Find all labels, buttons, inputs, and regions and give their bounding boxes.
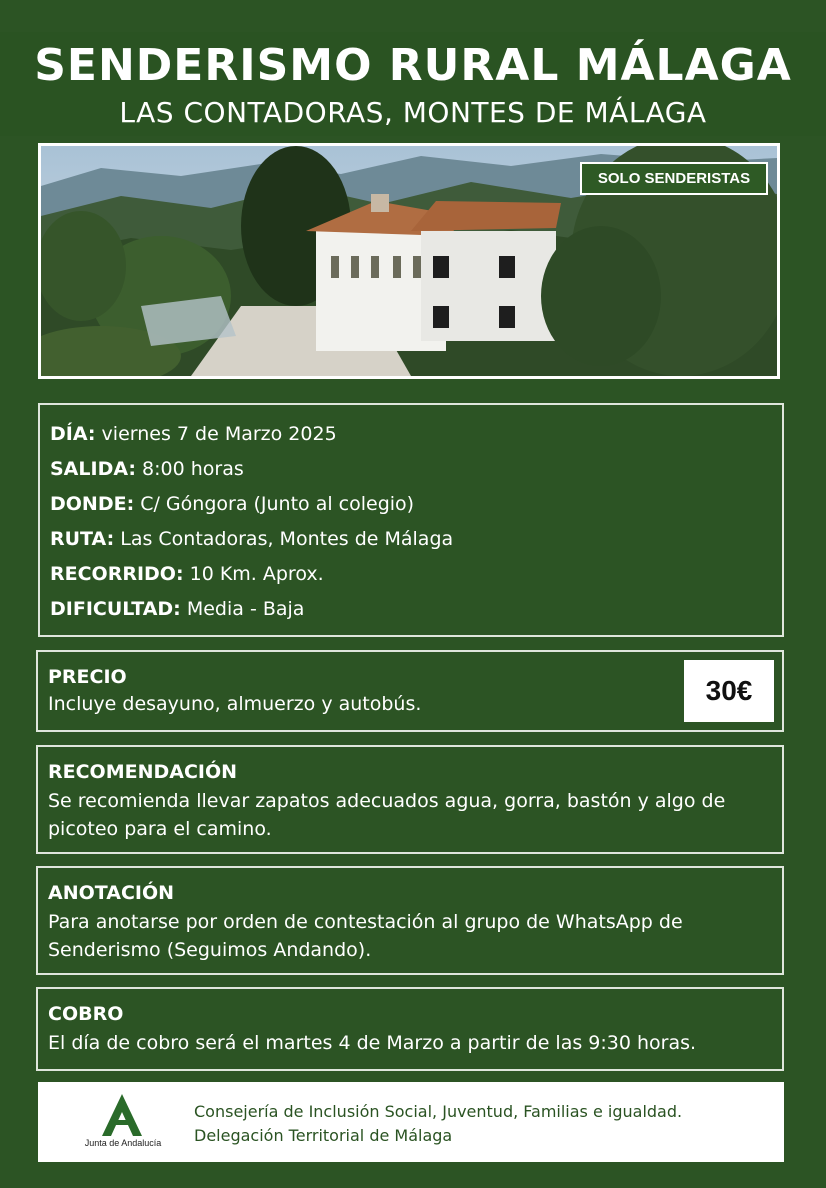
logo-caption: Junta de Andalucía [84, 1138, 162, 1148]
recomendacion-box [36, 745, 784, 854]
anotacion-text: Para anotarse por orden de contestación al grupo de WhatsApp de Senderismo (Seguimos Andando). [48, 911, 683, 961]
recomendacion-text: Se recomienda llevar zapatos adecuados agua, gorra, bastón y algo de picoteo para el camino. [48, 790, 726, 840]
detail-salida: SALIDA: 8:00 horas [50, 458, 244, 480]
cobro-text: El día de cobro será el martes 4 de Marzo a partir de las 9:30 horas. [48, 1032, 697, 1054]
anotacion-title: ANOTACIÓN [48, 882, 175, 904]
detail-ruta: RUTA: Las Contadoras, Montes de Málaga [50, 528, 454, 550]
page-subtitle: LAS CONTADORAS, MONTES DE MÁLAGA [119, 96, 707, 129]
header [0, 32, 826, 136]
footer-delegacion: Delegación Territorial de Málaga [194, 1126, 453, 1145]
detail-recorrido: RECORRIDO: 10 Km. Aprox. [50, 563, 324, 585]
price-tag: 30€ [684, 660, 774, 722]
footer-consejeria: Consejería de Inclusión Social, Juventud, Familias e igualdad. [194, 1102, 683, 1121]
precio-box [36, 650, 784, 732]
cobro-box [36, 987, 784, 1071]
event-details-box [38, 403, 784, 637]
cobro-title: COBRO [48, 1003, 124, 1025]
junta-andalucia-logo-icon [102, 1094, 142, 1136]
page-title: SENDERISMO RURAL MÁLAGA [34, 40, 792, 91]
anotacion-box [36, 866, 784, 975]
detail-dia: DÍA: viernes 7 de Marzo 2025 [50, 423, 337, 445]
footer [38, 1082, 784, 1162]
detail-donde: DONDE: C/ Góngora (Junto al colegio) [50, 493, 415, 515]
solo-senderistas-badge: SOLO SENDERISTAS [580, 162, 768, 195]
precio-title: PRECIO [48, 666, 127, 688]
precio-text: Incluye desayuno, almuerzo y autobús. [48, 693, 422, 715]
recomendacion-title: RECOMENDACIÓN [48, 761, 238, 783]
detail-dificultad: DIFICULTAD: Media - Baja [50, 598, 305, 620]
